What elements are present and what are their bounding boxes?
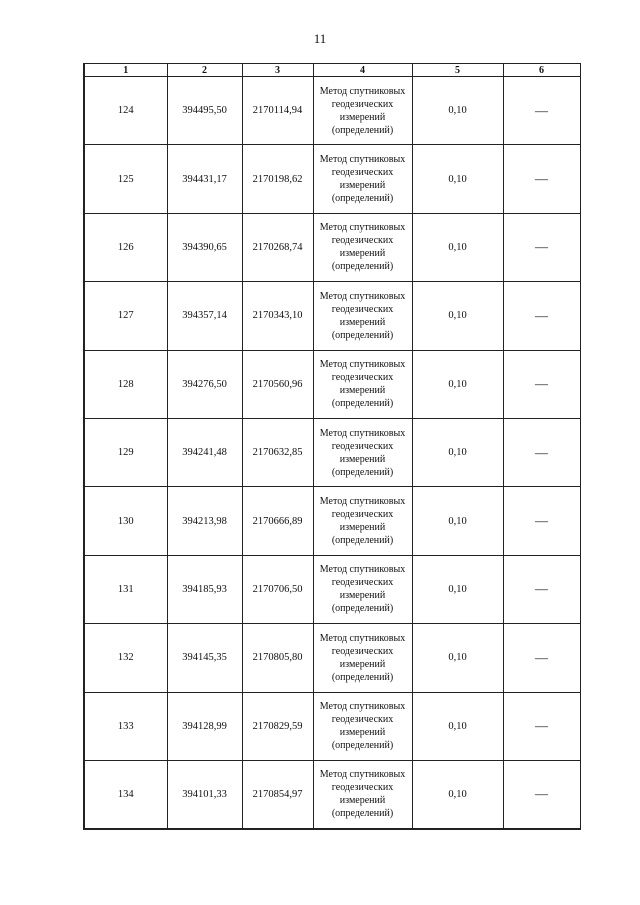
x-coordinate-cell: 394101,33 (167, 760, 242, 828)
column-header: 6 (503, 64, 580, 77)
accuracy-cell: 0,10 (412, 145, 503, 213)
y-coordinate-cell: 2170198,62 (242, 145, 313, 213)
table-row (84, 213, 580, 281)
y-coordinate-cell: 2170666,89 (242, 487, 313, 555)
accuracy-cell: 0,10 (412, 760, 503, 828)
table-row (84, 487, 580, 555)
y-coordinate-cell: 2170268,74 (242, 213, 313, 281)
method-cell: Метод спутниковых геодезических измерений (определений) (313, 624, 412, 692)
accuracy-cell: 0,10 (412, 692, 503, 760)
point-number-cell: 127 (84, 282, 167, 350)
note-cell: — (503, 555, 580, 623)
note-cell: — (503, 624, 580, 692)
point-number-cell: 130 (84, 487, 167, 555)
point-number-cell: 134 (84, 760, 167, 828)
method-cell: Метод спутниковых геодезических измерений (определений) (313, 760, 412, 828)
column-header: 3 (242, 64, 313, 77)
method-cell: Метод спутниковых геодезических измерений (определений) (313, 555, 412, 623)
point-number-cell: 126 (84, 213, 167, 281)
x-coordinate-cell: 394185,93 (167, 555, 242, 623)
y-coordinate-cell: 2170805,80 (242, 624, 313, 692)
note-cell: — (503, 77, 580, 145)
accuracy-cell: 0,10 (412, 213, 503, 281)
accuracy-cell: 0,10 (412, 350, 503, 418)
x-coordinate-cell: 394213,98 (167, 487, 242, 555)
x-coordinate-cell: 394390,65 (167, 213, 242, 281)
point-number-cell: 128 (84, 350, 167, 418)
accuracy-cell: 0,10 (412, 282, 503, 350)
column-header: 5 (412, 64, 503, 77)
point-number-cell: 131 (84, 555, 167, 623)
note-cell: — (503, 487, 580, 555)
note-cell: — (503, 213, 580, 281)
point-number-cell: 132 (84, 624, 167, 692)
table-row (84, 692, 580, 760)
note-cell: — (503, 760, 580, 828)
point-number-cell: 125 (84, 145, 167, 213)
table-row (84, 555, 580, 623)
table-row (84, 624, 580, 692)
column-header: 4 (313, 64, 412, 77)
point-number-cell: 124 (84, 77, 167, 145)
y-coordinate-cell: 2170854,97 (242, 760, 313, 828)
coordinates-table (83, 63, 581, 830)
x-coordinate-cell: 394145,35 (167, 624, 242, 692)
x-coordinate-cell: 394128,99 (167, 692, 242, 760)
accuracy-cell: 0,10 (412, 487, 503, 555)
method-cell: Метод спутниковых геодезических измерений (определений) (313, 145, 412, 213)
point-number-cell: 133 (84, 692, 167, 760)
y-coordinate-cell: 2170632,85 (242, 418, 313, 486)
x-coordinate-cell: 394431,17 (167, 145, 242, 213)
table-row (84, 282, 580, 350)
method-cell: Метод спутниковых геодезических измерений (определений) (313, 350, 412, 418)
x-coordinate-cell: 394495,50 (167, 77, 242, 145)
x-coordinate-cell: 394241,48 (167, 418, 242, 486)
note-cell: — (503, 418, 580, 486)
point-number-cell: 129 (84, 418, 167, 486)
y-coordinate-cell: 2170560,96 (242, 350, 313, 418)
y-coordinate-cell: 2170706,50 (242, 555, 313, 623)
note-cell: — (503, 692, 580, 760)
method-cell: Метод спутниковых геодезических измерений (определений) (313, 213, 412, 281)
method-cell: Метод спутниковых геодезических измерений (определений) (313, 418, 412, 486)
table-header-row (84, 64, 580, 77)
method-cell: Метод спутниковых геодезических измерений (определений) (313, 282, 412, 350)
table-row (84, 418, 580, 486)
table-row (84, 350, 580, 418)
note-cell: — (503, 145, 580, 213)
y-coordinate-cell: 2170114,94 (242, 77, 313, 145)
table-row (84, 77, 580, 145)
x-coordinate-cell: 394357,14 (167, 282, 242, 350)
page-number: 11 (313, 31, 327, 46)
table-body (84, 77, 580, 829)
table-row (84, 145, 580, 213)
accuracy-cell: 0,10 (412, 555, 503, 623)
y-coordinate-cell: 2170829,59 (242, 692, 313, 760)
method-cell: Метод спутниковых геодезических измерений (определений) (313, 77, 412, 145)
accuracy-cell: 0,10 (412, 418, 503, 486)
y-coordinate-cell: 2170343,10 (242, 282, 313, 350)
column-header: 1 (84, 64, 167, 77)
accuracy-cell: 0,10 (412, 77, 503, 145)
x-coordinate-cell: 394276,50 (167, 350, 242, 418)
method-cell: Метод спутниковых геодезических измерений (определений) (313, 692, 412, 760)
column-header: 2 (167, 64, 242, 77)
accuracy-cell: 0,10 (412, 624, 503, 692)
note-cell: — (503, 282, 580, 350)
table-row (84, 760, 580, 828)
note-cell: — (503, 350, 580, 418)
method-cell: Метод спутниковых геодезических измерений (определений) (313, 487, 412, 555)
